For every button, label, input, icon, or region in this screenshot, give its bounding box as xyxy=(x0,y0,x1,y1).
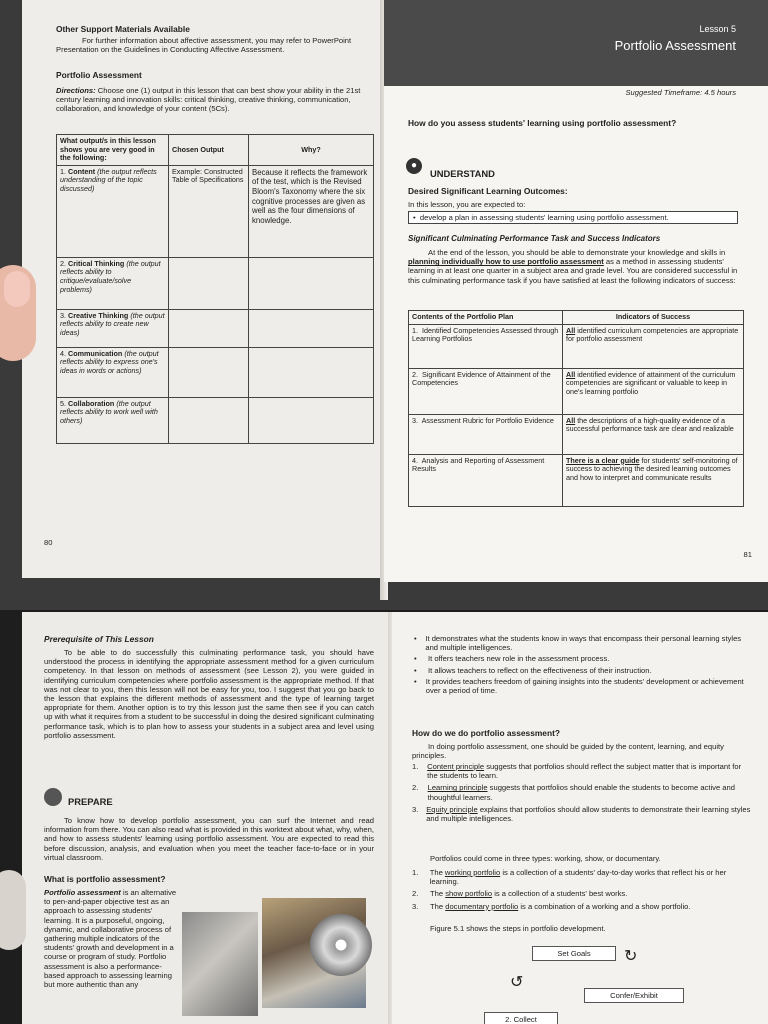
list-item: 2. The show portfolio is a collection of a students' best works. xyxy=(412,889,628,899)
understand-heading: UNDERSTAND xyxy=(430,168,495,179)
list-item: 1. Content principle suggests that portfolios should reflect the subject matter that is important for the students to learn. xyxy=(412,762,742,781)
scpt-text: At the end of the lesson, you should be able to demonstrate your knowledge and skills in planning individually how to use portfolio assessment as a method in assessing students' learning in at least one quarter in a subject area and grade level. You are considered successful in this culminating performance task if you have satisfied at least the following indicators of success: xyxy=(408,248,738,285)
prereq-text: To be able to do successfully this culminating performance task, you should have understood the process in identifying the appropriate assessment method for a given curriculum competency. In that lesson on methods of assessment (see Lesson 2), you were guided in identifying curriculum competencies where portfolio assessment is the appropriate method. If that was not clear to you, then this lesson will not be easy for you, too. I suggest that you go back to the lesson that explains the different methods of assessment and the type of learning target appropriate for them. Another option is to try this lesson just the same then see if you can catch up with what it requires from a student to be successful in doing the desired significant culminating performance task, which is to plan how to assess your students in a subject area and level using portfolio assessment. xyxy=(44,648,374,740)
page-80 xyxy=(22,0,384,578)
table-row xyxy=(409,368,744,414)
list-item: 3. The documentary portfolio is a combination of a working and a show portfolio. xyxy=(412,901,691,911)
types-intro: Portfolios could come in three types: working, show, or documentary. xyxy=(430,854,661,863)
finger xyxy=(0,870,26,950)
prereq-heading: Prerequisite of This Lesson xyxy=(44,634,154,644)
directions xyxy=(56,86,378,114)
table-row xyxy=(409,414,744,454)
row-chosen-output[interactable] xyxy=(169,397,249,443)
what-text: Portfolio assessment is an alternative to pen-and-paper objective test as an approach to assessing students' learning. It is a purposeful, ongoing, dynamic, and collaborative process of gathering multiple indicators of the students' growth and development in a course or program of study. Portfolio assessment is also a performance-based approach to assessing learning but more authentic than any xyxy=(44,888,177,990)
advantages-list xyxy=(414,634,754,697)
types-list xyxy=(412,868,752,914)
table-row xyxy=(57,397,374,443)
row-why[interactable] xyxy=(249,257,374,309)
table-row xyxy=(57,165,374,257)
what-term: Portfolio assessment xyxy=(44,888,121,897)
row-why[interactable] xyxy=(249,309,374,347)
support-text: For further information about affective assessment, you may refer to PowerPoint Presentation on the Guidelines in Conducting Affective Assessment. xyxy=(56,36,352,55)
table-row xyxy=(409,454,744,506)
page-83 xyxy=(392,612,768,1024)
table-header-contents: Contents of the Portfolio Plan xyxy=(409,311,563,325)
row-content: 4. Analysis and Reporting of Assessment Results xyxy=(409,454,563,506)
success-indicators-table xyxy=(408,310,744,507)
principles-list xyxy=(412,762,752,826)
portfolio-heading: Portfolio Assessment xyxy=(56,70,142,80)
prepare-text: To know how to develop portfolio assessment, you can surf the Internet and read information from there. You can also read what is provided in this worktext about what, why, when, and how to assess students' learning using portfolio assessment. You are expected to read this before discussion, analysis, and evaluation when you meet the teacher face-to-face or in your virtual classroom. xyxy=(44,816,374,862)
list-item: 1. The working portfolio is a collection of a students' day-to-day works that reflect his or her learning. xyxy=(412,868,727,887)
scpt-underlined: planning individually how to use portfolio assessment xyxy=(408,257,604,267)
row-category: 4. Communication (the output reflects ability to express one's ideas in words or actions) xyxy=(57,347,169,397)
row-why[interactable] xyxy=(249,397,374,443)
row-why[interactable]: Because it reflects the framework of the test, which is the Revised Bloom's Taxonomy where the six cognitive processes are given as well as the four dimensions of knowledge. xyxy=(249,165,374,257)
support-heading: Other Support Materials Available xyxy=(56,24,190,34)
cycle-arrow-icon: ↻ xyxy=(624,948,638,965)
cd-disc-image xyxy=(310,914,372,976)
list-item: 2. Learning principle suggests that portfolios should enable the students to become active and thoughtful learners. xyxy=(412,783,735,802)
list-item: • It provides teachers freedom of gaining insights into the students' development or achievement over a period of time. xyxy=(414,676,744,696)
dslo-item: • develop a plan in assessing students' learning using portfolio assessment. xyxy=(408,211,738,224)
lesson-number: Lesson 5 xyxy=(699,24,736,34)
lightbulb-icon: ● xyxy=(406,158,422,174)
row-chosen-output[interactable] xyxy=(169,309,249,347)
lesson-title: Portfolio Assessment xyxy=(614,38,736,53)
page-82 xyxy=(22,612,392,1024)
row-indicator: All identified curriculum competencies are appropriate for portfolio assessment xyxy=(563,324,744,368)
cycle-arrow-icon: ↺ xyxy=(510,974,524,991)
table-row xyxy=(57,347,374,397)
page-number: 81 xyxy=(743,550,752,559)
table-header-row xyxy=(409,311,744,325)
list-item: • It allows teachers to reflect on the effectiveness of their instruction. xyxy=(414,665,652,675)
scpt-heading: Significant Culminating Performance Task and Success Indicators xyxy=(408,234,661,243)
outputs-table xyxy=(56,134,374,444)
row-category: 3. Creative Thinking (the output reflects ability to create new ideas) xyxy=(57,309,169,347)
portfolio-photo-1 xyxy=(182,912,258,1016)
diagram-collect: 2. Collect xyxy=(484,1012,558,1024)
page-number: 80 xyxy=(44,538,53,547)
what-heading: What is portfolio assessment? xyxy=(44,874,166,884)
directions-label: Directions: xyxy=(56,86,96,95)
main-question: How do you assess students' learning using portfolio assessment? xyxy=(408,118,677,128)
row-chosen-output[interactable] xyxy=(169,257,249,309)
row-chosen-output[interactable] xyxy=(169,347,249,397)
thumb-finger xyxy=(0,265,36,361)
list-item: • It offers teachers new role in the assessment process. xyxy=(414,654,610,664)
list-item: • It demonstrates what the students know in ways that encompass their personal learning styles and multiple intelligences. xyxy=(414,634,742,653)
table-header-chosen: Chosen Output xyxy=(169,135,249,166)
diagram-confer-exhibit: Confer/Exhibit xyxy=(584,988,684,1003)
prepare-heading: PREPARE xyxy=(68,796,113,807)
row-content: 3. Assessment Rubric for Portfolio Evidence xyxy=(409,414,563,454)
how-intro: In doing portfolio assessment, one should be guided by the content, learning, and equity principles. xyxy=(412,742,724,761)
row-chosen-output[interactable]: Example: Constructed Table of Specifications xyxy=(169,165,249,257)
how-heading: How do we do portfolio assessment? xyxy=(412,728,560,738)
row-indicator: All identified evidence of attainment of the curriculum competencies are significant or valuable to keep in one's learning portfolio xyxy=(563,368,744,414)
diagram-set-goals: Set Goals xyxy=(532,946,616,961)
row-indicator: All the descriptions of a high-quality evidence of a successful performance task are clear and realizable xyxy=(563,414,744,454)
prepare-icon xyxy=(44,788,62,806)
table-header-why: Why? xyxy=(249,135,374,166)
dslo-intro: In this lesson, you are expected to: xyxy=(408,200,526,209)
dslo-heading: Desired Significant Learning Outcomes: xyxy=(408,186,568,196)
directions-text: Choose one (1) output in this lesson that can best show your ability in the 21st century learning and innovation skills: critical thinking, creative thinking, communication, collaboration, and knowledge of your content (5Cs). xyxy=(56,86,361,114)
table-row xyxy=(57,257,374,309)
row-category: 2. Critical Thinking (the output reflects ability to critique/evaluate/solve problems) xyxy=(57,257,169,309)
lesson-banner xyxy=(384,0,768,86)
row-why[interactable] xyxy=(249,347,374,397)
row-content: 1. Identified Competencies Assessed through Learning Portfolios xyxy=(409,324,563,368)
table-header-output: What output/s in this lesson shows you are very good in the following: xyxy=(57,135,169,166)
row-indicator: There is a clear guide for students' self-monitoring of success to achieving the desired learning outcomes and how to interpret and communicate results xyxy=(563,454,744,506)
table-header-row xyxy=(57,135,374,166)
row-category: 1. Content (the output reflects understanding of the topic discussed) xyxy=(57,165,169,257)
suggested-timeframe: Suggested Timeframe: 4.5 hours xyxy=(625,88,736,97)
list-item: 3. Equity principle explains that portfolios should allow students to demonstrate their learning styles and multiple intelligences. xyxy=(412,804,751,824)
page-81 xyxy=(384,0,768,582)
thumb-nail xyxy=(4,271,30,307)
row-content: 2. Significant Evidence of Attainment of the Competencies xyxy=(409,368,563,414)
table-header-indicators: Indicators of Success xyxy=(563,311,744,325)
table-row xyxy=(409,324,744,368)
figure-caption: Figure 5.1 shows the steps in portfolio development. xyxy=(430,924,606,933)
row-category: 5. Collaboration (the output reflects ability to work well with others) xyxy=(57,397,169,443)
table-row xyxy=(57,309,374,347)
